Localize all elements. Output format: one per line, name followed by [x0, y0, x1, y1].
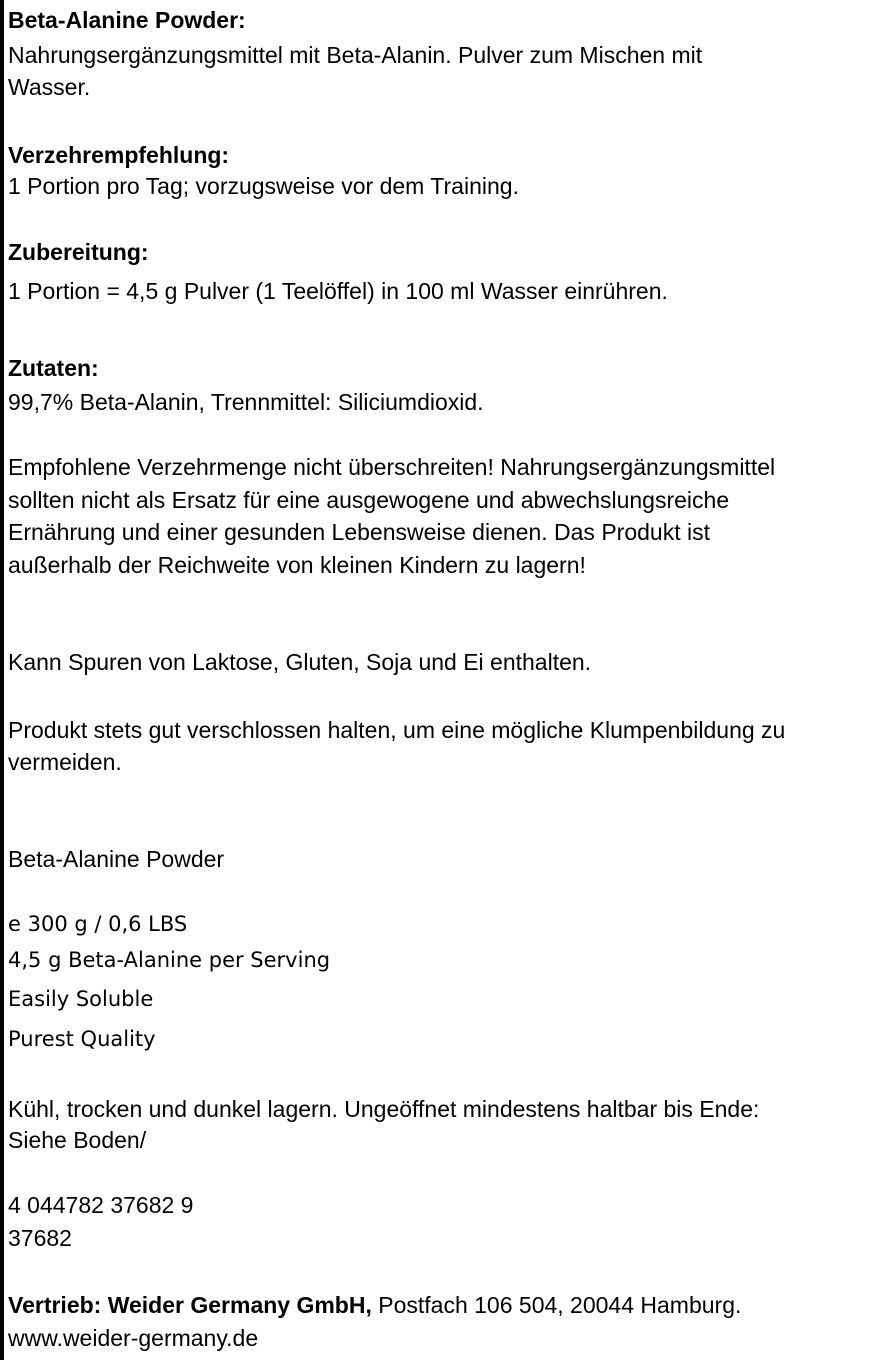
storage-note-line-1: Produkt stets gut verschlossen halten, um eine mögliche Klumpenbildung zu: [8, 717, 786, 743]
product-description-line-1: Nahrungsergänzungsmittel mit Beta-Alanin. Pulver zum Mischen mit: [8, 42, 703, 68]
claim-per-serving: 4,5 g Beta-Alanine per Serving: [8, 948, 331, 972]
ean-code: 4 044782 37682 9: [8, 1192, 194, 1218]
product-name: Beta-Alanine Powder: [8, 846, 225, 872]
dosage-heading: Verzehrempfehlung:: [8, 142, 230, 168]
article-number: 37682: [8, 1225, 72, 1251]
ingredients-heading: Zutaten:: [8, 355, 99, 381]
storage-line-1: Kühl, trocken und dunkel lagern. Ungeöffnet mindestens haltbar bis Ende:: [8, 1096, 760, 1122]
net-weight: e 300 g / 0,6 LBS: [8, 912, 188, 936]
warning-line-3: Ernährung und einer gesunden Lebensweise dienen. Das Produkt ist: [8, 519, 710, 545]
ingredients-text: 99,7% Beta-Alanin, Trennmittel: Siliciumdioxid.: [8, 389, 484, 415]
warning-line-2: sollten nicht als Ersatz für eine ausgewogene und abwechslungsreiche: [8, 487, 730, 513]
product-heading: Beta-Alanine Powder:: [8, 7, 246, 33]
warning-line-1: Empfohlene Verzehrmenge nicht überschreiten! Nahrungsergänzungsmittel: [8, 454, 776, 480]
distributor-website: www.weider-germany.de: [8, 1325, 259, 1351]
warning-line-4: außerhalb der Reichweite von kleinen Kindern zu lagern!: [8, 552, 586, 578]
product-description-line-2: Wasser.: [8, 74, 91, 100]
left-border-rule: [0, 0, 4, 1360]
storage-note-line-2: vermeiden.: [8, 749, 122, 775]
dosage-text: 1 Portion pro Tag; vorzugsweise vor dem Training.: [8, 173, 519, 199]
preparation-heading: Zubereitung:: [8, 239, 149, 265]
storage-line-2: Siehe Boden/: [8, 1127, 147, 1153]
distributor-address: Postfach 106 504, 20044 Hamburg.: [371, 1292, 742, 1318]
distributor-line: [8, 1291, 741, 1319]
preparation-text: 1 Portion = 4,5 g Pulver (1 Teelöffel) in 100 ml Wasser einrühren.: [8, 278, 668, 304]
claim-quality: Purest Quality: [8, 1027, 156, 1051]
allergen-text: Kann Spuren von Laktose, Gluten, Soja und Ei enthalten.: [8, 649, 592, 675]
distributor-label: Vertrieb: Weider Germany GmbH,: [8, 1292, 372, 1318]
claim-soluble: Easily Soluble: [8, 987, 154, 1011]
